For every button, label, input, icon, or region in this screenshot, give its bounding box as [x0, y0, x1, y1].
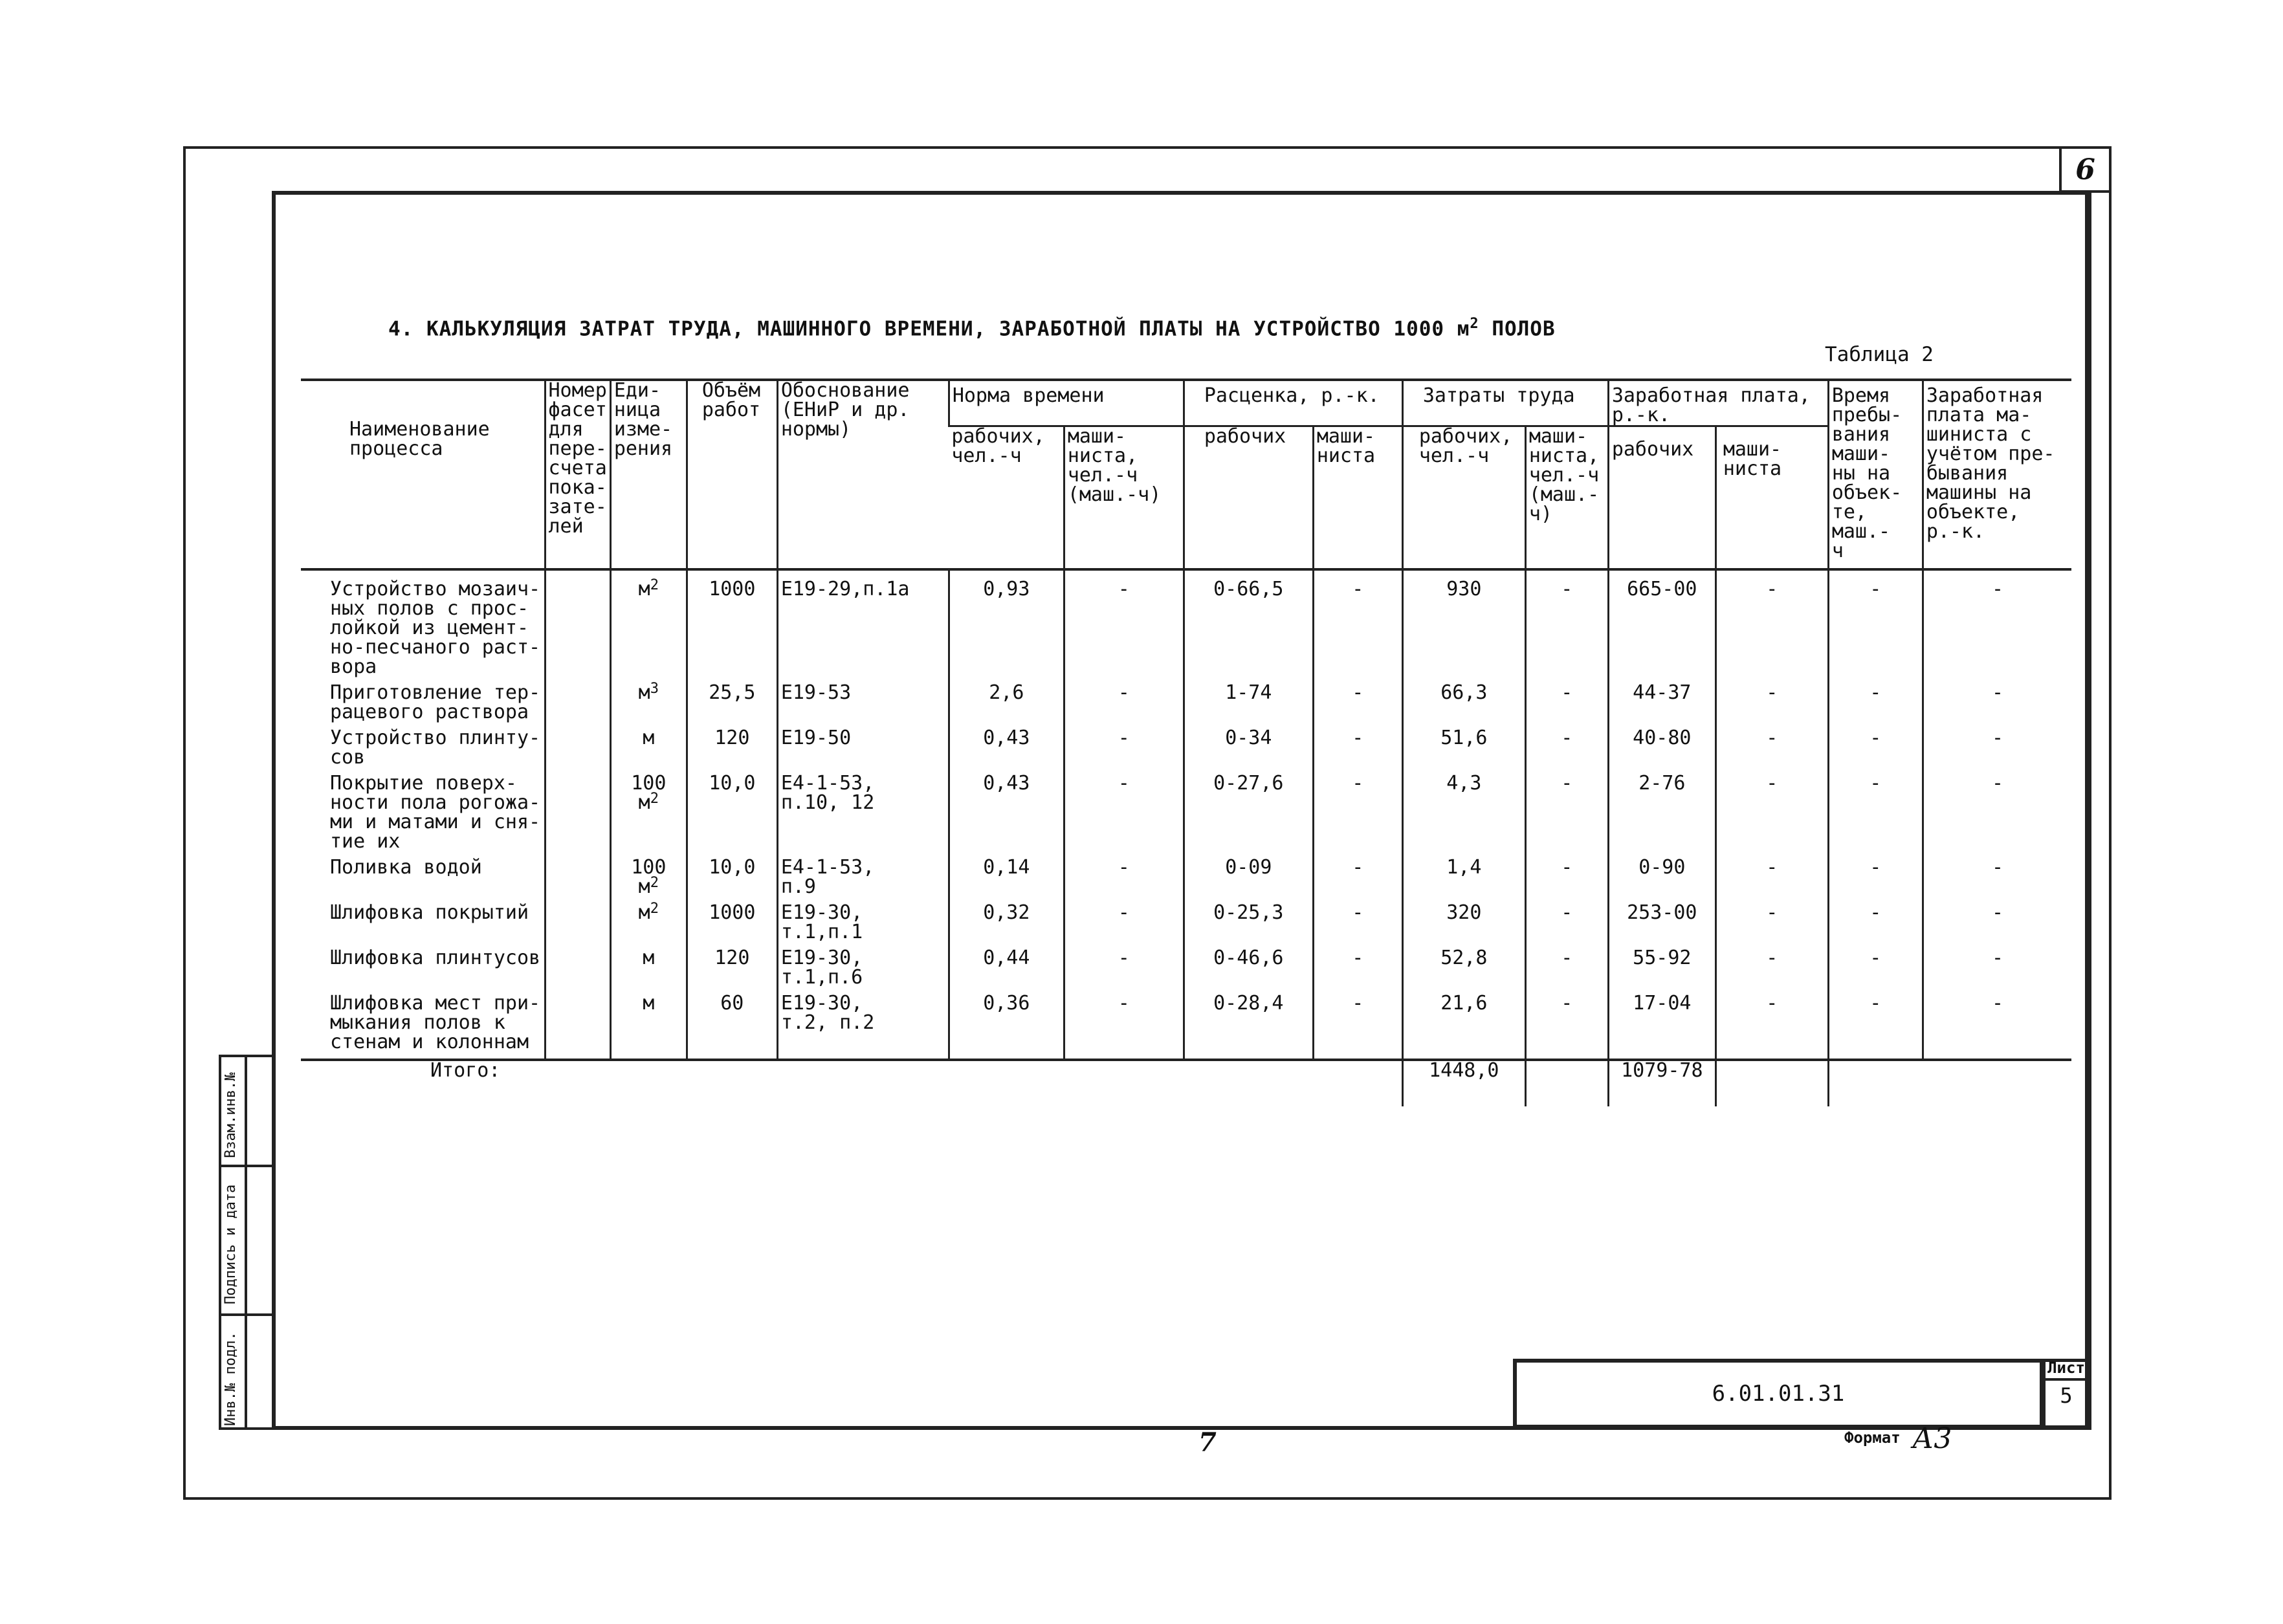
header-basis: Обоснование (ЕНиР и др. нормы)	[777, 380, 949, 569]
cell-volume: 1000	[687, 580, 777, 683]
cell-unit	[610, 858, 687, 903]
title-suffix: ПОЛОВ	[1479, 317, 1556, 341]
sheet-number: 5	[2060, 1383, 2073, 1408]
page-number: 7	[1198, 1427, 1217, 1458]
cell-rate-m: -	[1313, 729, 1402, 774]
cell-basis: Е19-30, т.2, п.2	[777, 994, 949, 1060]
cell-norm-w: 0,44	[949, 949, 1064, 994]
header-name: Наименование процесса	[301, 380, 545, 569]
cell-mwage: -	[1923, 994, 2071, 1060]
unit-superscript: 3	[650, 681, 659, 697]
header-unit: Еди- ница изме- рения	[610, 380, 687, 569]
cell-norm-m: -	[1064, 729, 1184, 774]
cell-rate-m: -	[1313, 580, 1402, 683]
cell-unit	[610, 577, 687, 683]
cell-wage-m: -	[1715, 729, 1828, 774]
format-label: Формат	[1844, 1429, 1901, 1447]
cell-labor-w: 52,8	[1402, 949, 1525, 994]
cell-labor-m: -	[1525, 903, 1608, 949]
cell-mwage: -	[1923, 903, 2071, 949]
total-row	[301, 1060, 2071, 1106]
cell-mtime: -	[1828, 683, 1923, 729]
cell-wage-w: 44-37	[1608, 683, 1715, 729]
cell-norm-w: 0,14	[949, 858, 1064, 903]
cell-wage-w: 2-76	[1608, 774, 1715, 858]
unit-text: м	[643, 727, 655, 749]
header-labor: Затраты труда	[1402, 380, 1608, 426]
cell-mwage: -	[1923, 729, 2071, 774]
cell-norm-w: 0,36	[949, 994, 1064, 1060]
cell-wage-m: -	[1715, 949, 1828, 994]
cell-norm-w: 0,32	[949, 903, 1064, 949]
cell-nomer	[545, 949, 610, 994]
unit-text: м	[638, 578, 650, 600]
cell-nomer	[545, 774, 610, 858]
cell-rate-w: 0-27,6	[1184, 774, 1313, 858]
header-volume: Объём работ	[687, 380, 777, 569]
header-machinist-wage: Заработная плата ма- шиниста с учётом пре- бывания машины на объекте, р.-к.	[1923, 380, 2071, 569]
cell-labor-m: -	[1525, 729, 1608, 774]
cell-name: Шлифовка мест при- мыкания полов к стенам и колоннам	[301, 994, 545, 1060]
cell-norm-m: -	[1064, 580, 1184, 683]
document-code: 6.01.01.31	[1712, 1381, 1845, 1407]
cell-name: Устройство плинту- сов	[330, 727, 541, 769]
cell-mtime: -	[1828, 903, 1923, 949]
table-row	[301, 858, 2071, 903]
cell-wage-m: -	[1715, 580, 1828, 683]
cell-nomer	[545, 683, 610, 729]
header-wage-machinist: маши- ниста	[1715, 426, 1828, 570]
cell-unit	[610, 729, 687, 774]
cell-rate-w: 0-46,6	[1184, 949, 1313, 994]
cell-labor-m: -	[1525, 580, 1608, 683]
cell-rate-m: -	[1313, 903, 1402, 949]
header-wage-workers: рабочих	[1608, 426, 1715, 570]
cell-wage-w: 0-90	[1608, 858, 1715, 903]
cell-volume: 120	[687, 949, 777, 994]
cell-wage-m: -	[1715, 774, 1828, 858]
header-labor-machinist: маши- ниста, чел.-ч (маш.- ч)	[1525, 426, 1608, 570]
cell-rate-w: 0-28,4	[1184, 994, 1313, 1060]
cell-norm-m: -	[1064, 683, 1184, 729]
unit-text: 100 м	[631, 856, 667, 898]
cell-name: Шлифовка плинтусов	[330, 947, 541, 969]
cell-rate-m: -	[1313, 994, 1402, 1060]
cell-rate-m: -	[1313, 858, 1402, 903]
title-prefix: 4. КАЛЬКУЛЯЦИЯ ЗАТРАТ ТРУДА, МАШИННОГО ВРЕМЕНИ, ЗАРАБОТНОЙ ПЛАТЫ НА УСТРОЙСТВО 1000 м	[388, 317, 1470, 341]
cell-basis: Е19-30, т.1,п.6	[777, 949, 949, 994]
cell-nomer	[545, 858, 610, 903]
table-row	[301, 949, 2071, 994]
unit-superscript: 2	[650, 791, 659, 807]
header-nomer: Номер фасет для пере- счета пока- зате- лей	[545, 380, 610, 569]
format-value: А3	[1912, 1422, 1952, 1455]
document-title	[388, 316, 1556, 340]
cell-labor-m: -	[1525, 858, 1608, 903]
document-code-stamp	[1513, 1359, 2044, 1429]
cell-mwage: -	[1923, 858, 2071, 903]
cell-wage-m: -	[1715, 903, 1828, 949]
sheet-label: Лист	[2045, 1359, 2088, 1381]
table-row	[301, 994, 2071, 1060]
cell-basis: Е19-50	[777, 729, 949, 774]
cell-norm-w: 0,93	[949, 580, 1064, 683]
calculation-table	[301, 379, 2071, 1106]
unit-text: м	[643, 992, 655, 1015]
cell-mtime: -	[1828, 580, 1923, 683]
cell-unit	[610, 683, 687, 729]
cell-labor-m: -	[1525, 683, 1608, 729]
cell-rate-m: -	[1313, 683, 1402, 729]
cell-labor-m: -	[1525, 994, 1608, 1060]
cell-norm-w: 2,6	[949, 683, 1064, 729]
cell-name: Покрытие поверх- ности пола рогожа- ми и матами и сня- тие их	[330, 772, 541, 853]
cell-labor-w: 51,6	[1402, 729, 1525, 774]
cell-volume: 1000	[687, 903, 777, 949]
side-label-vzam: Взам.инв.№	[223, 1072, 239, 1158]
cell-labor-w: 320	[1402, 903, 1525, 949]
cell-wage-m: -	[1715, 683, 1828, 729]
cell-mwage: -	[1923, 683, 2071, 729]
cell-labor-m: -	[1525, 774, 1608, 858]
cell-basis: Е4-1-53, п.10, 12	[777, 774, 949, 858]
side-divider	[219, 1165, 273, 1167]
cell-wage-m: -	[1715, 994, 1828, 1060]
cell-labor-w: 21,6	[1402, 994, 1525, 1060]
cell-name: Приготовление тер- рацевого раствора	[330, 681, 541, 723]
cell-unit	[610, 949, 687, 994]
unit-superscript: 2	[650, 577, 659, 593]
cell-volume: 60	[687, 994, 777, 1060]
cell-wage-m: -	[1715, 858, 1828, 903]
unit-text: м	[643, 947, 655, 969]
total-empty	[1715, 1060, 1828, 1106]
cell-norm-m: -	[1064, 774, 1184, 858]
cell-name: Шлифовка покрытий	[330, 901, 529, 924]
cell-wage-w: 17-04	[1608, 994, 1715, 1060]
cell-basis: Е19-53	[777, 683, 949, 729]
cell-mtime: -	[1828, 729, 1923, 774]
total-empty	[1525, 1060, 1608, 1106]
cell-basis: Е19-30, т.1,п.1	[777, 903, 949, 949]
cell-labor-w: 66,3	[1402, 683, 1525, 729]
cell-rate-m: -	[1313, 774, 1402, 858]
cell-nomer	[545, 994, 610, 1060]
cell-norm-m: -	[1064, 994, 1184, 1060]
side-stamp-strip-2	[245, 1055, 273, 1430]
header-norm-workers: рабочих, чел.-ч	[949, 426, 1064, 570]
table-body	[301, 577, 2071, 1106]
cell-labor-w: 1,4	[1402, 858, 1525, 903]
side-divider	[219, 1313, 273, 1316]
header-norm-machinist: маши- ниста, чел.-ч (маш.-ч)	[1064, 426, 1184, 570]
table-row	[301, 580, 2071, 683]
cell-wage-w: 665-00	[1608, 580, 1715, 683]
header-rate-machinist: маши- ниста	[1313, 426, 1402, 570]
table-row	[301, 683, 2071, 729]
side-label-inv: Инв.№ подл.	[223, 1332, 239, 1426]
header-norm: Норма времени	[949, 380, 1184, 426]
header-labor-workers: рабочих, чел.-ч	[1402, 426, 1525, 570]
cell-volume: 10,0	[687, 774, 777, 858]
unit-superscript: 2	[650, 901, 659, 917]
cell-volume: 120	[687, 729, 777, 774]
cell-nomer	[545, 729, 610, 774]
table-row	[301, 774, 2071, 858]
cell-norm-m: -	[1064, 903, 1184, 949]
unit-text: 100 м	[631, 772, 667, 814]
title-sup: 2	[1470, 316, 1479, 332]
cell-rate-w: 0-09	[1184, 858, 1313, 903]
cell-basis: Е4-1-53, п.9	[777, 858, 949, 903]
cell-rate-w: 0-25,3	[1184, 903, 1313, 949]
cell-mtime: -	[1828, 994, 1923, 1060]
cell-norm-w: 0,43	[949, 729, 1064, 774]
cell-rate-w: 0-66,5	[1184, 580, 1313, 683]
table-row	[301, 729, 2071, 774]
cell-name: Поливка водой	[330, 856, 482, 879]
cell-labor-w: 4,3	[1402, 774, 1525, 858]
table-row	[301, 903, 2071, 949]
cell-wage-w: 40-80	[1608, 729, 1715, 774]
cell-nomer	[545, 580, 610, 683]
cell-rate-w: 0-34	[1184, 729, 1313, 774]
unit-superscript: 2	[650, 875, 659, 891]
cell-norm-w: 0,43	[949, 774, 1064, 858]
cell-rate-w: 1-74	[1184, 683, 1313, 729]
cell-mwage: -	[1923, 774, 2071, 858]
total-wage: 1079-78	[1608, 1060, 1715, 1106]
cell-mwage: -	[1923, 580, 2071, 683]
cell-mtime: -	[1828, 949, 1923, 994]
cell-labor-w: 930	[1402, 580, 1525, 683]
cell-mtime: -	[1828, 858, 1923, 903]
cell-wage-w: 55-92	[1608, 949, 1715, 994]
cell-labor-m: -	[1525, 949, 1608, 994]
header-wage: Заработная плата, р.-к.	[1608, 380, 1828, 426]
side-label-signature: Подпись и дата	[223, 1184, 239, 1304]
unit-text: м	[638, 901, 650, 924]
cell-norm-m: -	[1064, 858, 1184, 903]
header-rate-workers: рабочих	[1184, 426, 1313, 570]
unit-text: м	[638, 681, 650, 704]
cell-mtime: -	[1828, 774, 1923, 858]
cell-unit	[610, 774, 687, 858]
header-machine-time: Время пребы- вания маши- ны на объек- те, маш.- ч	[1828, 380, 1923, 569]
table-caption: Таблица 2	[1825, 343, 1934, 366]
cell-wage-w: 253-00	[1608, 903, 1715, 949]
total-empty	[1828, 1060, 2071, 1106]
cell-unit	[610, 994, 687, 1060]
header-rate: Расценка, р.-к.	[1184, 380, 1402, 426]
cell-mwage: -	[1923, 949, 2071, 994]
total-labor: 1448,0	[1402, 1060, 1525, 1106]
frame-right-edge	[2085, 191, 2090, 1430]
cell-name: Устройство мозаич- ных полов с прос- лойкой из цемент- но-песчаного раст- вора	[330, 578, 541, 678]
cell-volume: 10,0	[687, 858, 777, 903]
cell-rate-m: -	[1313, 949, 1402, 994]
corner-mark: 6	[2059, 146, 2112, 193]
cell-basis: Е19-29,п.1а	[777, 580, 949, 683]
cell-volume: 25,5	[687, 683, 777, 729]
cell-unit	[610, 903, 687, 949]
cell-nomer	[545, 903, 610, 949]
total-label: Итого:	[430, 1059, 501, 1082]
cell-norm-m: -	[1064, 949, 1184, 994]
